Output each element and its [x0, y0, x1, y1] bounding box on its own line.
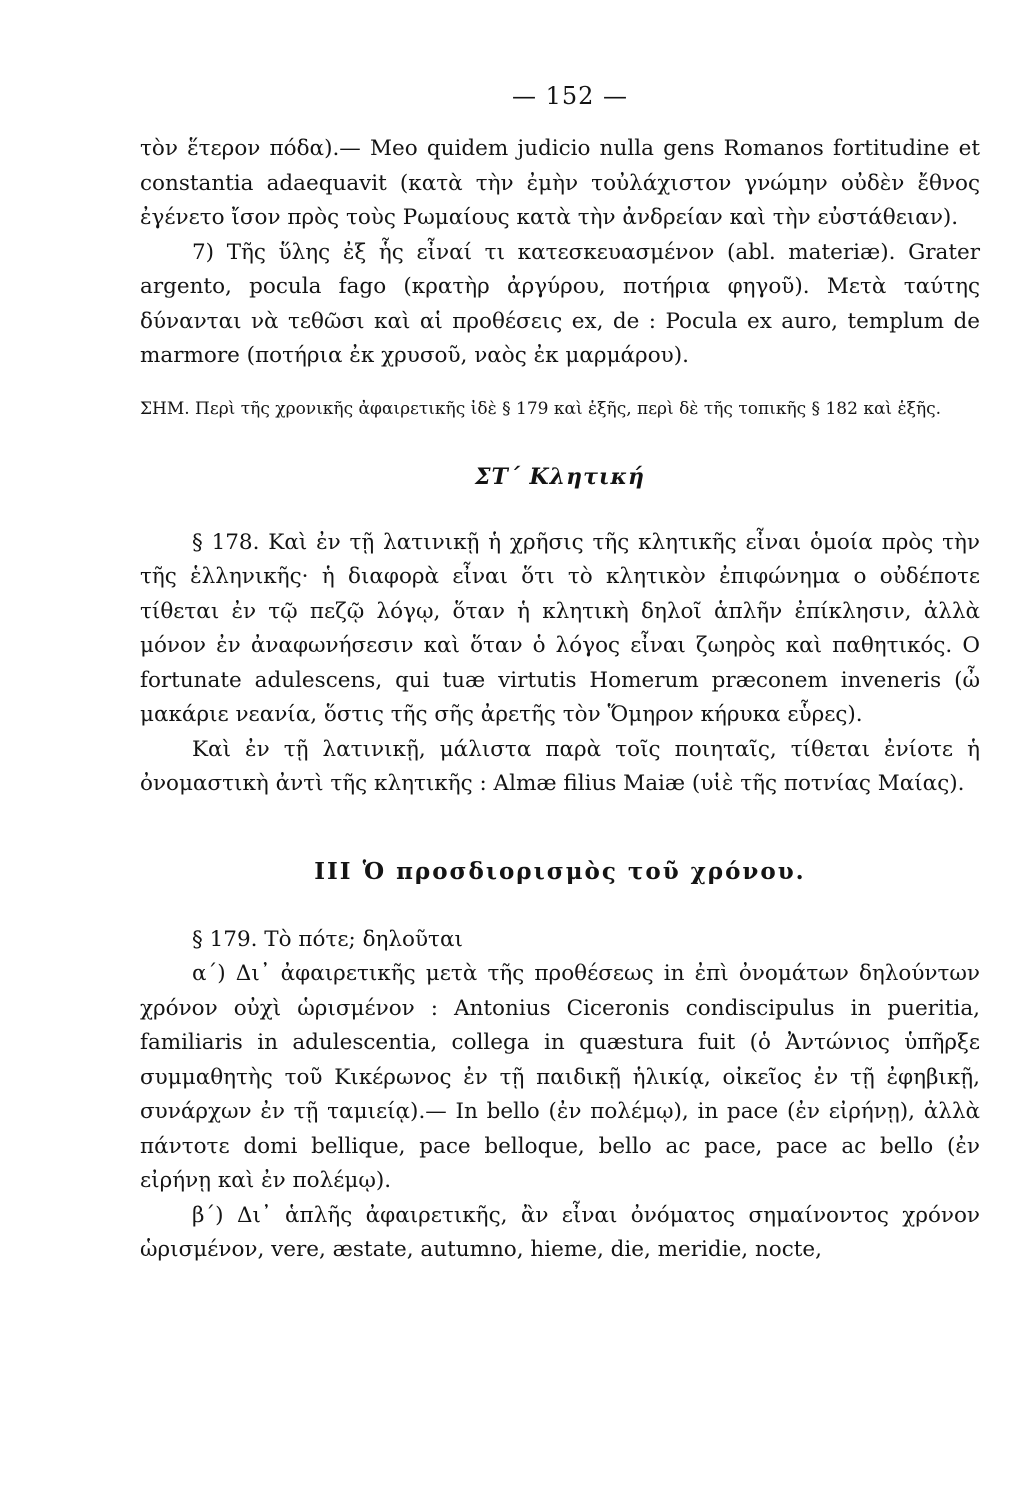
- paragraph-179: § 179. Τὸ πότε; δηλοῦται: [192, 926, 463, 952]
- paragraph-beta: β´) Δι᾽ ἁπλῆς ἀφαιρετικῆς, ἂν εἶναι ὀνόματος σημαίνοντος χρόνον ὡρισμένον, vere, æstate, autumno, hieme, die, meridie, nocte,: [140, 1202, 980, 1262]
- paragraph-nominative: Καὶ ἐν τῇ λατινικῇ, μάλιστα παρὰ τοῖς ποιηταῖς, τίθεται ἐνίοτε ἡ ὀνομαστικὴ ἀντὶ τῆς κλητικῆς : Almæ filius Maiæ (υἱὲ τῆς ποτνίας Μαίας).: [140, 736, 980, 796]
- page-number: — 152 —: [511, 82, 629, 110]
- note-paragraph: ΣΗΜ. Περὶ τῆς χρονικῆς ἀφαιρετικῆς ἰδὲ § 179 καὶ ἑξῆς, περὶ δὲ τῆς τοπικῆς § 182 καὶ ἑξῆς.: [140, 398, 942, 419]
- paragraph-continuation: τὸν ἕτερον πόδα).— Meo quidem judicio nulla gens Romanos fortitudine et constantia adaequavit (κατὰ τὴν ἐμὴν τοὐλάχιστον γνώμην οὐδὲν ἔθνος ἐγένετο ἴσον πρὸς τοὺς Ρωμαίους κατὰ τὴν ἀνδρείαν καὶ τὴν εὐστάθειαν).: [140, 136, 980, 230]
- paragraph-material: 7) Τῆς ὕλης ἐξ ἧς εἶναί τι κατεσκευασμένον (abl. materiæ). Grater argento, pocula fago (κρατὴρ ἀργύρου, ποτήρια φηγοῦ). Μετὰ ταύτης δύνανται νὰ τεθῶσι καὶ αἱ προθέσεις ex, de : Pocula ex auro, templum de marmore (ποτήρια ἐκ χρυσοῦ, ναὸς ἐκ μαρμάρου).: [140, 239, 980, 368]
- book-page: [140, 82, 980, 1268]
- paragraph-alpha: α´) Δι᾽ ἀφαιρετικῆς μετὰ τῆς προθέσεως in ἐπὶ ὀνομάτων δηλούντων χρόνον οὐχὶ ὡρισμένον : Antonius Ciceronis condiscipulus in pueritia, familiaris in adulescentia, collega in quæstura fuit (ὁ Ἀντώνιος ὑπῆρξε συμμαθητὴς τοῦ Κικέρωνος ἐν τῇ παιδικῇ ἡλικίᾳ, οἰκεῖος ἐν τῇ ἐφηβικῇ, συνάρχων ἐν τῇ ταμιείᾳ).— In bello (ἐν πολέμῳ), in pace (ἐν εἰρήνῃ), ἀλλὰ πάντοτε domi bellique, pace belloque, bello ac pace, pace ac bello (ἐν εἰρήνῃ καὶ ἐν πολέμῳ).: [140, 961, 980, 1193]
- section-heading-time: III Ὁ προσδιορισμὸς τοῦ χρόνου.: [314, 857, 806, 885]
- paragraph-178: § 178. Καὶ ἐν τῇ λατινικῇ ἡ χρῆσις τῆς κλητικῆς εἶναι ὁμοία πρὸς τὴν τῆς ἑλληνικῆς· ἡ διαφορὰ εἶναι ὅτι τὸ κλητικὸν ἐπιφώνημα ο οὐδέποτε τίθεται ἐν τῷ πεζῷ λόγῳ, ὅταν ἡ κλητικὴ δηλοῖ ἁπλῆν ἐπίκλησιν, ἀλλὰ μόνον ἐν ἀναφωνήσεσιν καὶ ὅταν ὁ λόγος εἶναι ζωηρὸς καὶ παθητικός. O fortunate adulescens, qui tuæ virtutis Homerum præconem inveneris (ὦ μακάριε νεανία, ὅστις τῆς σῆς ἀρετῆς τὸν Ὅμηρον κήρυκα εὗρες).: [140, 529, 980, 727]
- section-heading-vocative: ΣΤ´ Κλητική: [474, 463, 646, 490]
